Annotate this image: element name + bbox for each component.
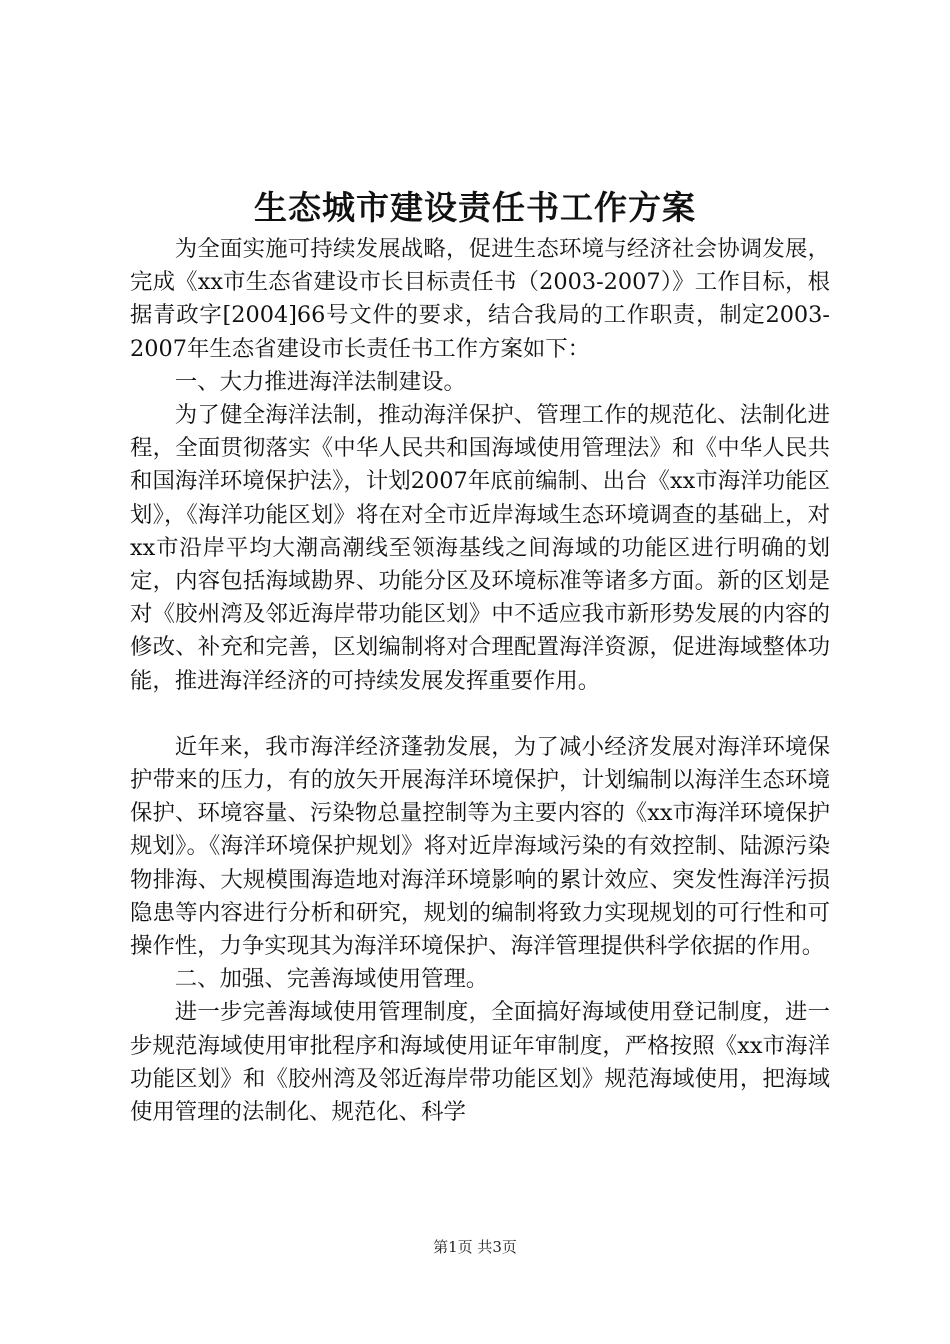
body-paragraph: 近年来，我市海洋经济蓬勃发展，为了减小经济发展对海洋环境保护带来的压力，有的放矢开展海洋环境保护，计划编制以海洋生态环境保护、环境容量、污染物总量控制等为主要内容的《xx市海洋环境保护规划》。《海洋环境保护规划》将对近岸海域污染的有效控制、陆源污染物排海、大规模围海造地对海洋环境影响的累计效应、突发性海洋污损隐患等内容进行分析和研究，规划的编制将致力实现规划的可行性和可操作性，力争实现其为海洋环境保护、海洋管理提供科学依据的作用。 — [130, 733, 830, 960]
document-title: 生态城市建设责任书工作方案 — [254, 188, 696, 227]
document-body — [130, 233, 830, 1129]
body-paragraph: 进一步完善海域使用管理制度，全面搞好海域使用登记制度，进一步规范海域使用审批程序和海域使用证年审制度，严格按照《xx市海洋功能区划》和《胶州湾及邻近海岸带功能区划》规范海域使用，把海域使用管理的法制化、规范化、科学 — [130, 999, 830, 1126]
section-heading-2: 二、加强、完善海域使用管理。 — [174, 966, 489, 993]
intro-paragraph: 为全面实施可持续发展战略，促进生态环境与经济社会协调发展，完成《xx市生态省建设市长目标责任书（2003-2007）》工作目标，根据青政字[2004]66号文件的要求，结合我局的工作职责，制定2003-2007年生态省建设市长责任书工作方案如下： — [130, 236, 830, 362]
page-footer: 第1页 共3页 — [433, 1238, 517, 1256]
body-paragraph: 为了健全海洋法制，推动海洋保护、管理工作的规范化、法制化进程，全面贯彻落实《中华人民共和国海域使用管理法》和《中华人民共和国海洋环境保护法》，计划2007年底前编制、出台《xx市海洋功能区划》，《海洋功能区划》将在对全市近岸海域生态环境调查的基础上，对xx市沿岸平均大潮高潮线至领海基线之间海域的功能区进行明确的划定，内容包括海域勘界、功能分区及环境标准等诸多方面。新的区划是对《胶州湾及邻近海岸带功能区划》中不适应我市新形势发展的内容的修改、补充和完善，区划编制将对合理配置海洋资源，促进海域整体功能，推进海洋经济的可持续发展发挥重要作用。 — [130, 402, 830, 694]
section-heading-1: 一、大力推进海洋法制建设。 — [174, 368, 466, 395]
